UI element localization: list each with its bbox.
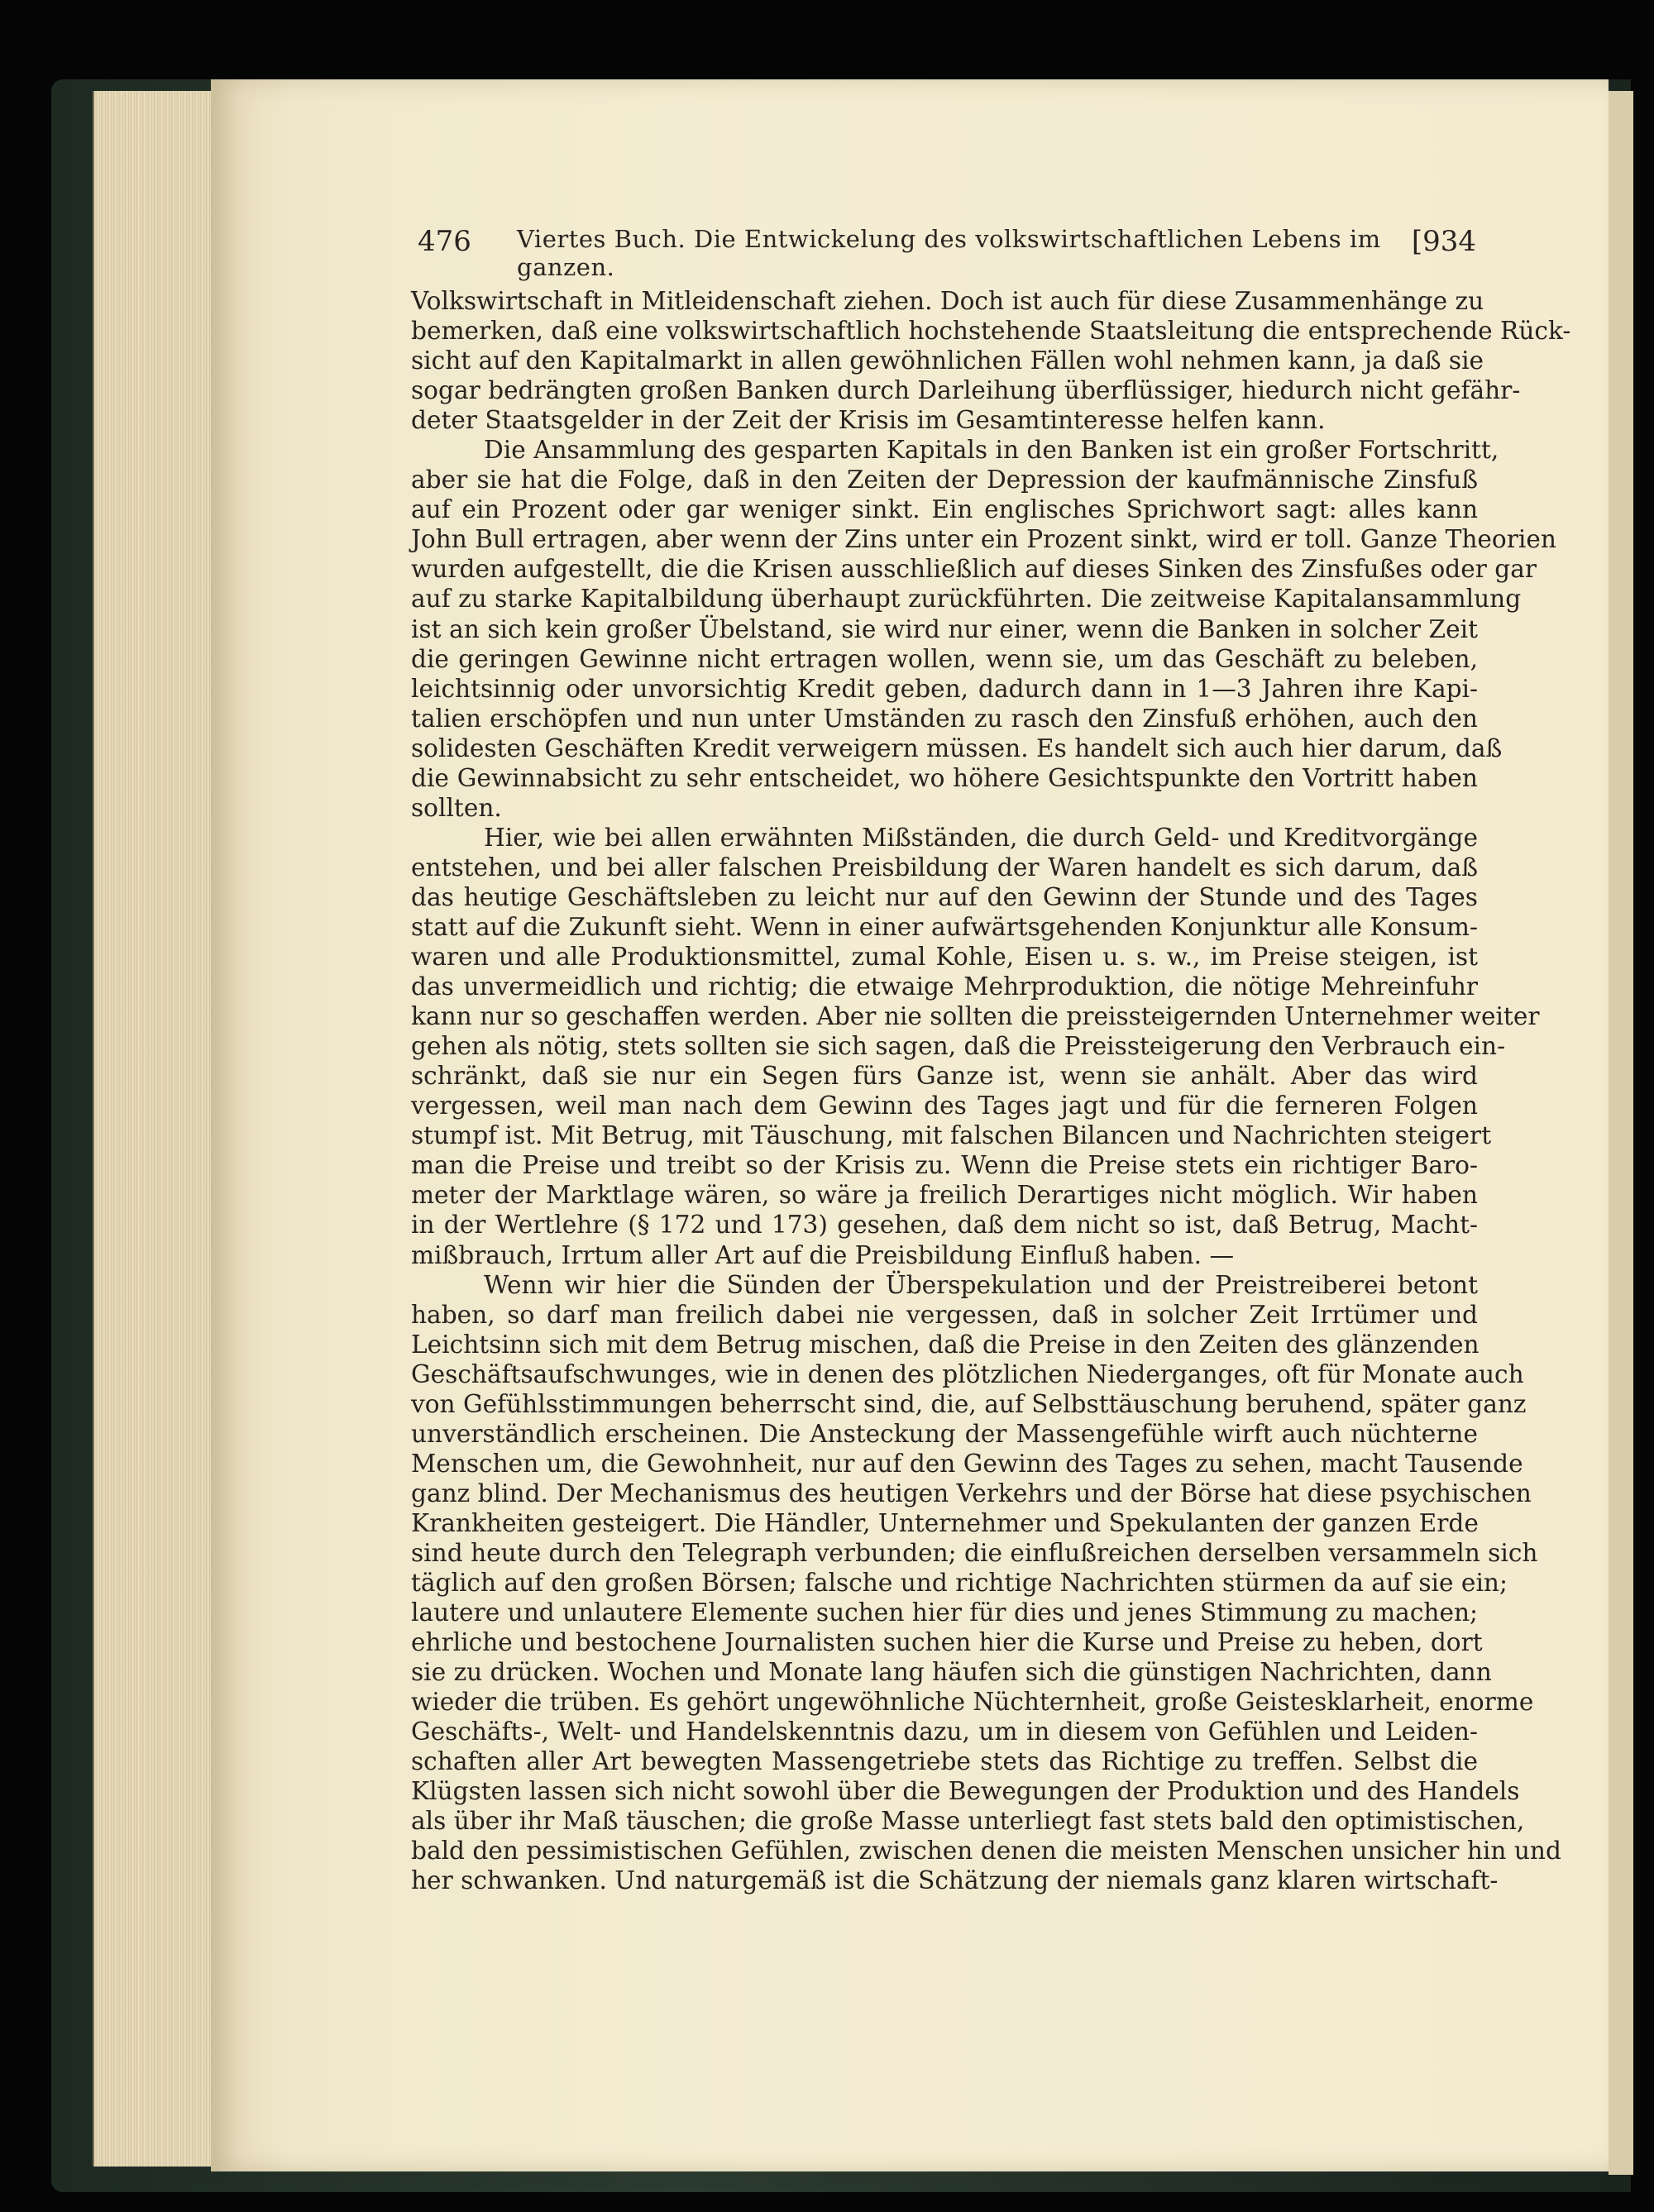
text-line: die geringen Gewinne nicht ertragen wollen, wenn sie, um das Geschäft zu beleben, <box>411 644 1478 673</box>
text-line: Volkswirtschaft in Mitleidenschaft ziehen. Doch ist auch für diese Zusammenhänge zu <box>411 287 1484 315</box>
text-line: sogar bedrängten großen Banken durch Darleihung überflüssiger, hiedurch nicht gefähr- <box>411 376 1521 405</box>
text-line: unverständlich erscheinen. Die Ansteckung der Massengefühle wirft auch nüchterne <box>411 1419 1478 1448</box>
text-line: statt auf die Zukunft sieht. Wenn in einer aufwärtsgehenden Konjunktur alle Konsum- <box>411 912 1478 941</box>
text-line: auf zu starke Kapitalbildung überhaupt zurückführten. Die zeitweise Kapitalansammlung <box>411 585 1522 614</box>
text-line: schränkt, daß sie nur ein Segen fürs Ganze ist, wenn sie anhält. Aber das wird <box>411 1062 1478 1091</box>
text-line: deter Staatsgelder in der Zeit der Krisis im Gesamtinteresse helfen kann. <box>411 406 1326 435</box>
text-line <box>411 1896 1478 1926</box>
text-line: meter der Marktlage wären, so wäre ja freilich Derartiges nicht möglich. Wir haben <box>411 1181 1478 1210</box>
text-line: ehrliche und bestochene Journalisten suchen hier die Kurse und Preise zu heben, dort <box>411 1628 1483 1657</box>
text-line: haben, so darf man freilich dabei nie vergessen, daß in solcher Zeit Irrtümer und <box>411 1300 1478 1329</box>
text-line: das heutige Geschäftsleben zu leicht nur auf den Gewinn der Stunde und des Tages <box>411 882 1478 911</box>
text-line: bald den pessimistischen Gefühlen, zwischen denen die meisten Menschen unsicher hin und <box>411 1837 1561 1866</box>
text-line: täglich auf den großen Börsen; falsche und richtige Nachrichten stürmen da auf sie ein; <box>411 1569 1508 1598</box>
text-line: Geschäfts-, Welt- und Handelskenntnis dazu, um in diesem von Gefühlen und Leiden- <box>411 1718 1478 1746</box>
text-line: leichtsinnig oder unvorsichtig Kredit geben, dadurch dann in 1—3 Jahren ihre Kapi- <box>411 674 1478 703</box>
text-line: wurden aufgestellt, die die Krisen ausschließlich auf dieses Sinken des Zinsfußes oder gar <box>411 555 1537 584</box>
text-line: stumpf ist. Mit Betrug, mit Täuschung, mit falschen Bilancen und Nachrichten steigert <box>411 1121 1492 1150</box>
page-right-margin <box>1609 91 1633 2175</box>
text-line: lautere und unlautere Elemente suchen hier für dies und jenes Stimmung zu machen; <box>411 1598 1478 1627</box>
text-line: solidesten Geschäften Kredit verweigern müssen. Es handelt sich auch hier darum, daß <box>411 733 1503 762</box>
text-line: schaften aller Art bewegten Massengetriebe stets das Richtige zu treffen. Selbst die <box>411 1747 1478 1776</box>
page-number: 476 <box>418 225 471 258</box>
text-line: Wenn wir hier die Sünden der Überspekulation und der Preistreiberei betont <box>484 1270 1478 1299</box>
text-line: man die Preise und treibt so der Krisis zu. Wenn die Preise stets ein richtiger Baro- <box>411 1151 1478 1180</box>
text-line: ganz blind. Der Mechanismus des heutigen Verkehrs und der Börse hat diese psychischen <box>411 1479 1532 1507</box>
text-line: talien erschöpfen und nun unter Umständen zu rasch den Zinsfuß erhöhen, auch den <box>411 704 1478 733</box>
text-line: sie zu drücken. Wochen und Monate lang häufen sich die günstigen Nachrichten, dann <box>411 1658 1492 1687</box>
text-line: sind heute durch den Telegraph verbunden; die einflußreichen derselben versammeln sich <box>411 1538 1538 1567</box>
text-line: auf ein Prozent oder gar weniger sinkt. Ein englisches Sprichwort sagt: alles kann <box>411 495 1478 524</box>
text-line: Die Ansammlung des gesparten Kapitals in den Banken ist ein großer Fortschritt, <box>484 436 1499 465</box>
text-line: her schwanken. Und naturgemäß ist die Schätzung der niemals ganz klaren wirtschaft- <box>411 1866 1499 1895</box>
text-line: in der Wertlehre (§ 172 und 173) gesehen, daß dem nicht so ist, daß Betrug, Macht- <box>411 1211 1478 1240</box>
bracket-page-number: [934 <box>1411 225 1476 258</box>
text-line: wieder die trüben. Es gehört ungewöhnliche Nüchternheit, große Geistesklarheit, enorme <box>411 1688 1534 1717</box>
text-line: gehen als nötig, stets sollten sie sich sagen, daß die Preissteigerung den Verbrauch ein- <box>411 1032 1506 1061</box>
text-line: sicht auf den Kapitalmarkt in allen gewöhnlichen Fällen wohl nehmen kann, ja daß sie <box>411 346 1484 375</box>
text-line: Menschen um, die Gewohnheit, nur auf den Gewinn des Tages zu sehen, macht Tausende <box>411 1449 1523 1478</box>
text-line: kann nur so geschaffen werden. Aber nie sollten die preissteigernden Unternehmer weiter <box>411 1002 1540 1031</box>
body-text <box>411 286 1571 1926</box>
text-line: John Bull ertragen, aber wenn der Zins unter ein Prozent sinkt, wird er toll. Ganze Theorien <box>411 525 1556 554</box>
text-line: Klügsten lassen sich nicht sowohl über die Bewegungen der Produktion und des Handels <box>411 1777 1520 1806</box>
text-line: sollten. <box>411 793 502 822</box>
text-line: Krankheiten gesteigert. Die Händler, Unternehmer und Spekulanten der ganzen Erde <box>411 1508 1479 1537</box>
page-header <box>418 222 1476 281</box>
text-line: bemerken, daß eine volkswirtschaftlich hochstehende Staatsleitung die entsprechende Rück- <box>411 317 1571 346</box>
text-line: das unvermeidlich und richtig; die etwaige Mehrproduktion, die nötige Mehreinfuhr <box>411 972 1478 1001</box>
text-line: Hier, wie bei allen erwähnten Mißständen, die durch Geld- und Kreditvorgänge <box>484 823 1478 852</box>
text-line: ist an sich kein großer Übelstand, sie wird nur einer, wenn die Banken in solcher Zeit <box>411 614 1478 643</box>
text-line: waren und alle Produktionsmittel, zumal Kohle, Eisen u. s. w., im Preise steigen, ist <box>411 943 1478 972</box>
running-head: Viertes Buch. Die Entwickelung des volkswirtschaftlichen Lebens im ganzen. <box>517 225 1381 281</box>
text-line: Geschäftsaufschwunges, wie in denen des plötzlichen Niederganges, oft für Monate auch <box>411 1359 1524 1388</box>
text-line: von Gefühlsstimmungen beherrscht sind, die, auf Selbsttäuschung beruhend, später ganz <box>411 1389 1527 1418</box>
text-line: vergessen, weil man nach dem Gewinn des Tages jagt und für die ferneren Folgen <box>411 1092 1478 1120</box>
text-line: die Gewinnabsicht zu sehr entscheidet, wo höhere Gesichtspunkte den Vortritt haben <box>411 763 1478 792</box>
text-line: aber sie hat die Folge, daß in den Zeiten der Depression der kaufmännische Zinsfuß <box>411 466 1478 494</box>
text-line: entstehen, und bei aller falschen Preisbildung der Waren handelt es sich darum, daß <box>411 853 1478 881</box>
text-line: Leichtsinn sich mit dem Betrug mischen, daß die Preise in den Zeiten des glänzenden <box>411 1330 1480 1359</box>
page-edges <box>93 91 227 2167</box>
text-line: als über ihr Maß täuschen; die große Masse unterliegt fast stets bald den optimistischen, <box>411 1807 1525 1836</box>
text-line: mißbrauch, Irrtum aller Art auf die Preisbildung Einfluß haben. — <box>411 1240 1235 1269</box>
